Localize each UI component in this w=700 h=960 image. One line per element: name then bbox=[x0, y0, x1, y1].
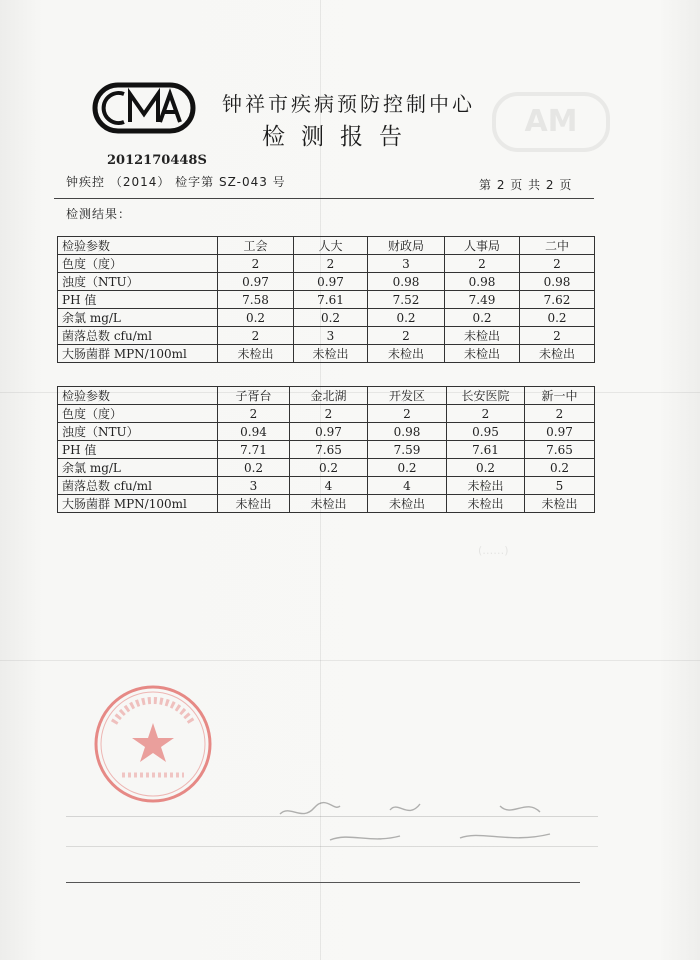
value-cell: 0.2 bbox=[447, 459, 525, 477]
value-cell: 5 bbox=[525, 477, 595, 495]
table-header-row bbox=[58, 387, 595, 405]
signature-scribbles bbox=[270, 792, 600, 852]
organization-name: 钟祥市疾病预防控制中心 bbox=[222, 92, 475, 116]
bleed-through-text: (……) bbox=[478, 544, 509, 557]
parameter-cell: 菌落总数 cfu/ml bbox=[58, 327, 218, 345]
value-cell: 2 bbox=[525, 405, 595, 423]
value-cell: 3 bbox=[294, 327, 368, 345]
value-cell: 0.98 bbox=[368, 273, 445, 291]
results-table-2 bbox=[57, 386, 595, 513]
value-cell: 2 bbox=[368, 405, 447, 423]
value-cell: 2 bbox=[294, 255, 368, 273]
table-row bbox=[58, 273, 595, 291]
parameter-cell: 菌落总数 cfu/ml bbox=[58, 477, 218, 495]
footer-divider bbox=[66, 882, 580, 883]
value-cell: 0.2 bbox=[368, 309, 445, 327]
table-row bbox=[58, 291, 595, 309]
value-cell: 0.2 bbox=[294, 309, 368, 327]
value-cell: 2 bbox=[218, 327, 294, 345]
header-divider bbox=[54, 198, 594, 199]
report-title: 检测报告 bbox=[262, 124, 418, 150]
value-cell: 0.98 bbox=[368, 423, 447, 441]
value-cell: 0.97 bbox=[218, 273, 294, 291]
parameter-cell: 浊度（NTU） bbox=[58, 423, 218, 441]
value-cell: 未检出 bbox=[525, 495, 595, 513]
document-code: 钟疾控 （2014） 检字第 SZ-043 号 bbox=[66, 175, 286, 189]
table-row bbox=[58, 423, 595, 441]
value-cell: 7.49 bbox=[445, 291, 520, 309]
value-cell: 0.2 bbox=[218, 309, 294, 327]
value-cell: 0.98 bbox=[520, 273, 595, 291]
value-cell: 2 bbox=[445, 255, 520, 273]
value-cell: 未检出 bbox=[447, 495, 525, 513]
value-cell: 未检出 bbox=[445, 345, 520, 363]
value-cell: 人大 bbox=[294, 237, 368, 255]
value-cell: 未检出 bbox=[290, 495, 368, 513]
value-cell: 2 bbox=[520, 255, 595, 273]
value-cell: 工会 bbox=[218, 237, 294, 255]
parameter-cell: 余氯 mg/L bbox=[58, 309, 218, 327]
section-label: 检测结果： bbox=[66, 207, 132, 221]
value-cell: 3 bbox=[368, 255, 445, 273]
parameter-cell: 检验参数 bbox=[58, 387, 218, 405]
value-cell: 7.52 bbox=[368, 291, 445, 309]
value-cell: 未检出 bbox=[368, 495, 447, 513]
value-cell: 未检出 bbox=[218, 345, 294, 363]
value-cell: 0.2 bbox=[218, 459, 290, 477]
value-cell: 新一中 bbox=[525, 387, 595, 405]
table-row bbox=[58, 477, 595, 495]
parameter-cell: PH 值 bbox=[58, 441, 218, 459]
table-row bbox=[58, 459, 595, 477]
value-cell: 7.62 bbox=[520, 291, 595, 309]
value-cell: 7.65 bbox=[525, 441, 595, 459]
value-cell: 未检出 bbox=[368, 345, 445, 363]
value-cell: 7.61 bbox=[447, 441, 525, 459]
parameter-cell: 余氯 mg/L bbox=[58, 459, 218, 477]
value-cell: 3 bbox=[218, 477, 290, 495]
value-cell: 0.94 bbox=[218, 423, 290, 441]
value-cell: 0.97 bbox=[525, 423, 595, 441]
bleed-through-logo: MA bbox=[492, 92, 610, 152]
value-cell: 0.97 bbox=[290, 423, 368, 441]
value-cell: 2 bbox=[218, 405, 290, 423]
value-cell: 0.2 bbox=[290, 459, 368, 477]
parameter-cell: 大肠菌群 MPN/100ml bbox=[58, 345, 218, 363]
page-indicator: 第 2 页 共 2 页 bbox=[479, 178, 573, 192]
value-cell: 0.97 bbox=[294, 273, 368, 291]
parameter-cell: 检验参数 bbox=[58, 237, 218, 255]
value-cell: 7.65 bbox=[290, 441, 368, 459]
table-row bbox=[58, 309, 595, 327]
table-row bbox=[58, 495, 595, 513]
value-cell: 7.61 bbox=[294, 291, 368, 309]
value-cell: 7.58 bbox=[218, 291, 294, 309]
parameter-cell: 色度（度） bbox=[58, 255, 218, 273]
value-cell: 7.59 bbox=[368, 441, 447, 459]
value-cell: 未检出 bbox=[520, 345, 595, 363]
parameter-cell: 浊度（NTU） bbox=[58, 273, 218, 291]
value-cell: 0.2 bbox=[520, 309, 595, 327]
value-cell: 4 bbox=[290, 477, 368, 495]
results-table-1 bbox=[57, 236, 595, 363]
value-cell: 未检出 bbox=[445, 327, 520, 345]
star-icon bbox=[132, 723, 174, 762]
value-cell: 未检出 bbox=[218, 495, 290, 513]
value-cell: 二中 bbox=[520, 237, 595, 255]
parameter-cell: 大肠菌群 MPN/100ml bbox=[58, 495, 218, 513]
value-cell: 开发区 bbox=[368, 387, 447, 405]
report-number: 2012170448S bbox=[107, 153, 207, 168]
value-cell: 4 bbox=[368, 477, 447, 495]
value-cell: 0.2 bbox=[525, 459, 595, 477]
value-cell: 0.2 bbox=[368, 459, 447, 477]
value-cell: 2 bbox=[520, 327, 595, 345]
value-cell: 长安医院 bbox=[447, 387, 525, 405]
value-cell: 未检出 bbox=[294, 345, 368, 363]
value-cell: 财政局 bbox=[368, 237, 445, 255]
parameter-cell: 色度（度） bbox=[58, 405, 218, 423]
value-cell: 金北湖 bbox=[290, 387, 368, 405]
value-cell: 0.98 bbox=[445, 273, 520, 291]
table-row bbox=[58, 441, 595, 459]
official-stamp bbox=[92, 683, 214, 805]
parameter-cell: PH 值 bbox=[58, 291, 218, 309]
table-row bbox=[58, 255, 595, 273]
value-cell: 2 bbox=[218, 255, 294, 273]
value-cell: 2 bbox=[447, 405, 525, 423]
table-row bbox=[58, 345, 595, 363]
value-cell: 未检出 bbox=[447, 477, 525, 495]
value-cell: 0.95 bbox=[447, 423, 525, 441]
value-cell: 0.2 bbox=[445, 309, 520, 327]
value-cell: 子胥台 bbox=[218, 387, 290, 405]
value-cell: 2 bbox=[368, 327, 445, 345]
fold-line bbox=[0, 660, 700, 661]
value-cell: 7.71 bbox=[218, 441, 290, 459]
cma-logo bbox=[92, 82, 196, 134]
table-row bbox=[58, 327, 595, 345]
value-cell: 2 bbox=[290, 405, 368, 423]
table-header-row bbox=[58, 237, 595, 255]
value-cell: 人事局 bbox=[445, 237, 520, 255]
table-row bbox=[58, 405, 595, 423]
